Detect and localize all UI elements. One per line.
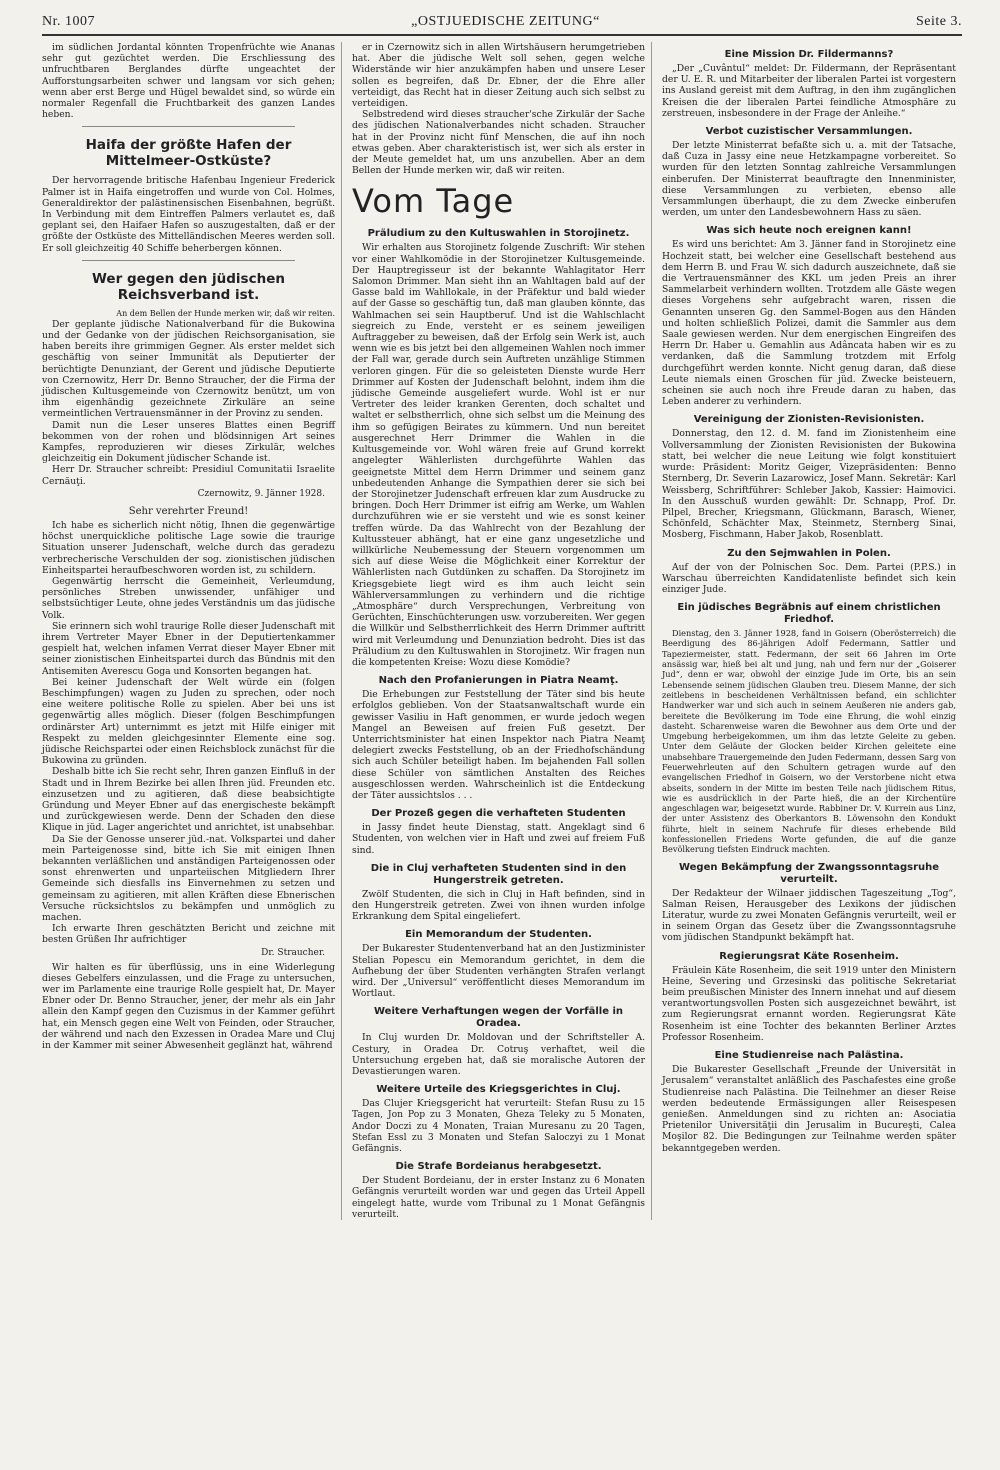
- headline: Verbot cuzistischer Versammlungen.: [705, 126, 913, 138]
- headline: Ein jüdisches Begräbnis auf einem christlichen Friedhof.: [677, 602, 941, 626]
- paragraph: Da Sie der Genosse unserer jüd.-nat. Volkspartei und daher mein Parteigenosse sind, bitte ich Sie mit einigen Ihnen bekannten verläßlichen und anständigen Parteigenossen oder sonst ehrenwerten und unparteiischen Mitgliedern Ihrer Gemeinde sich diesfalls ins Einvernehmen zu setzen und gemeinsam zu agitieren, mit allen Kräften diese Ebnerischen Versuche rücksichtslos zu bekämpfen und unmöglich zu machen.: [42, 833, 335, 923]
- headline-haifa: Haifa der größte Hafen der Mittelmeer-Ostküste?: [85, 137, 292, 170]
- divider: [82, 126, 295, 127]
- divider: [82, 260, 295, 261]
- paragraph: Fräulein Käte Rosenheim, die seit 1919 unter den Ministern Heine, Severing und Grzesinski das politische Sekretariat beim preußischen Minister des Innern innehat und auf diesem verantwortungsvollen Posten sich ausgezeichnet bewährt, ist zum Regierungsrat ernannt worden. Regierungsrat Käte Rosenheim ist eine Tochter des bekannten Berliner Arztes Professor Rosenheim.: [662, 964, 956, 1043]
- paragraph: er in Czernowitz sich in allen Wirtshäusern herumgetrieben hat. Aber die jüdische Welt soll sehen, gegen welche Widerstände wir hier anzukämpfen haben und unsere Leser sollen es begreifen, daß Dr. Ebner, der die Ehre aller verteidigt, das Recht hat in dieser Zeitung auch sich selbst zu verteidigen.: [352, 42, 645, 110]
- headline: Ein Memorandum der Studenten.: [405, 929, 592, 941]
- paragraph: „Der „Cuvântul“ meldet: Dr. Fildermann, der Repräsentant der U. E. R. und Mitarbeiter der liberalen Partei ist vorgestern ins Ausland gereist mit dem Auftrag, in den ihm zugänglichen Kreisen die der liberalen Partei feindliche Atmosphäre zu zerstreuen, insbesondere in der Frage der Anleihe.“: [662, 63, 956, 119]
- headline: Eine Mission Dr. Fildermanns?: [724, 49, 894, 60]
- salutation: Sehr verehrter Freund!: [128, 505, 249, 517]
- paragraph: Der Bukarester Studentenverband hat an den Justizminister Stelian Popescu ein Memorandum gerichtet, in dem die Aufhebung der über Studenten verhängten Strafen verlangt wird. Der „Universul“ veröffentlicht dieses Memorandum im Wortlaut.: [352, 943, 645, 1000]
- paragraph: Gegenwärtig herrscht die Gemeinheit, Verleumdung, persönliches Streben unwissender, unfähiger und selbstsüchtiger Leute, ohne jedes Verständnis um das jüdische Volk.: [42, 575, 335, 621]
- headline: Eine Studienreise nach Palästina.: [714, 1050, 904, 1062]
- headline: Zu den Sejmwahlen in Polen.: [727, 547, 891, 559]
- motto: An dem Bellen der Hunde merken wir, daß wir reiten.: [116, 308, 335, 318]
- paragraph: Der geplante jüdische Nationalverband für die Bukowina und der Gedanke von der jüdischen Reichsorganisation, sie haben bereits ihre grimmigen Gegner. Als erster meldet sich geschäftig von seiner Immunität als Deputierter der berüchtigte Denunziant, der Gerent und jüdische Deputierte von Czernowitz, Herr Dr. Benno Straucher, der die Firma der jüdischen Kultusgemeinde von Czernowitz benützt, um von ihm eigenhändig gezeichnete Zirkuläre an seine vermeintlichen Vertrauensmänner in der Provinz zu senden.: [42, 318, 335, 420]
- paragraph: Zwölf Studenten, die sich in Cluj in Haft befinden, sind in den Hungerstreik getreten. Zwei von ihnen wurden infolge Erkrankung dem Spital eingeliefert.: [352, 888, 645, 923]
- headline: Der Prozeß gegen die verhafteten Studenten: [371, 808, 626, 820]
- letter-heading: Herr Dr. Straucher schreibt: Presidiul Comunitatii Israelite Cernăuţi.: [42, 464, 335, 487]
- paragraph: Der Student Bordeianu, der in erster Instanz zu 6 Monaten Gefängnis verurteilt worden war und gegen das Urteil Appell eingelegt hatte, wurde vom Tribunal zu 1 Monat Gefängnis verurteilt.: [352, 1175, 645, 1220]
- paragraph: Die Bukarester Gesellschaft „Freunde der Universität in Jerusalem“ veranstaltet anläßlich des Paschafestes eine große Studienreise nach Palästina. Die Teilnehmer an dieser Reise werden bedeutende Ermässigungen aller Reisespesen genießen. Anmeldungen sind zu richten an: Asociatia Prietenilor Universităţii din Jerusalim in Bucureşti, Calea Moşilor 82. Die Bedingungen zur Teilnahme werden später bekanntgegeben werden.: [662, 1064, 956, 1154]
- letter-signature: Dr. Straucher.: [261, 947, 325, 958]
- paragraph: Sie erinnern sich wohl traurige Rolle dieser Judenschaft mit ihrem Vertreter Mayer Ebner in der Deputiertenkammer gespielt hat, welchen infamen Verrat dieser Mayer Ebner mit seiner zionistischen Einheitspartei durch das Bündnis mit den Antisemiten Averescu Goga und Konsorten begangen hat.: [42, 620, 335, 677]
- paragraph: im südlichen Jordantal könnten Tropenfrüchte wie Ananas sehr gut gezüchtet werden. Die Erschliessung des unfruchtbaren Berglandes dürfte ungeachtet der Aufforstungsarbeiten schwer und langsam vor sich gehen; wenn aber erst Berge und Hügel bewaldet sind, so würde ein normaler Regenfall die Fruchtbarkeit des ganzen Landes heben.: [42, 42, 335, 121]
- paragraph: Wir halten es für überflüssig, uns in eine Widerlegung dieses Gebelfers einzulassen, und die Frage zu untersuchen, wer im Parlamente eine traurige Rolle gespielt hat, Dr. Mayer Ebner oder Dr. Benno Straucher, jener, der mehr als ein Jahr allein den Kampf gegen den Cuzismus in der Kammer geführt hat, ein Mensch gegen eine Welt von Feinden, oder Straucher, der während und nach den Exzessen in Oradea Mare und Cluj in der Kammer mit seiner Abwesenheit geglänzt hat, während: [42, 961, 335, 1052]
- issue-number: Nr. 1007: [42, 14, 95, 29]
- paragraph: Die Erhebungen zur Feststellung der Täter sind bis heute erfolglos geblieben. Von der Staatsanwaltschaft wurde ein gewisser Vasiliu in Haft genommen, er wurde jedoch wegen Mangel an Beweisen auf freien Fuß gesetzt. Der Unterrichtsminister hat einen Inspektor nach Piatra Neamţ delegiert zwecks Feststellung, ob an der Friedhofschändung sich auch Schüler beteiligt haben. Im bejahenden Fall sollen diese Schüler von sämtlichen Anstalten des Reiches ausgeschlossen werden. Wahrscheinlich ist die Entdeckung der Täter aussichtslos . . .: [352, 689, 645, 801]
- column-3: [662, 42, 962, 1220]
- paragraph: Ich habe es sicherlich nicht nötig, Ihnen die gegenwärtige höchst unerquickliche politische Lage sowie die traurige Situation unserer Judenschaft, welche durch das geradezu verbrecherische Verschulden der sog. zionistischen jüdischen Einheitspartei heraufbeschworen worden ist, zu schildern.: [42, 519, 335, 576]
- paragraph: Es wird uns berichtet: Am 3. Jänner fand in Storojinetz eine Hochzeit statt, bei welcher eine Gesellschaft bestehend aus dem Herrn B. und Frau W. sich dadurch auszeichnete, daß sie die Vertrauensmänner des KKL um jeden Preis an ihrer Sammelarbeit verhindern wollten. Trotzdem alle Gäste wegen dieses Vorgehens sehr aufgebracht waren, rissen die Genannten unseren Gg. den Sammel-Bogen aus den Händen und holten schließlich Polizei, damit die Sammler aus dem Saale gewiesen werden. Nur dem energischen Eingreifen des Herrn Dr. Haber u. Gemahlin aus Adâncata haben wir es zu verdanken, daß die Sammlung trotzdem mit Erfolg durchgeführt werden konnte. Nicht genug daran, daß diese Leute niemals einen Groschen für jüd. Zwecke beisteuern, scheinen sie auch noch ihre Freude daran zu haben, das Leben anderer zu verhindern.: [662, 239, 956, 408]
- paragraph: Der letzte Ministerrat befaßte sich u. a. mit der Tatsache, daß Cuza in Jassy eine neue Hetzkampagne vorbereitet. So wurden für den letzten Sonntag zahlreiche Versammlungen einberufen. Der Ministerrat beauftragte den Innenminister, diese Versammlungen zu verbieten, ebenso alle Versammlungen überhaupt, die zu dem Zwecke einberufen werden, um unter den Landesbewohnern Hass zu säen.: [662, 140, 956, 219]
- headline: Nach den Profanierungen in Piatra Neamţ.: [378, 675, 619, 687]
- headline: Die in Cluj verhafteten Studenten sind in den Hungerstreik getreten.: [370, 862, 627, 886]
- paragraph: Ich erwarte Ihren geschätzten Bericht und zeichne mit besten Grüßen Ihr aufrichtiger: [42, 923, 335, 946]
- newspaper-title: „OSTJUEDISCHE ZEITUNG“: [411, 14, 600, 29]
- paragraph: Das Clujer Kriegsgericht hat verurteilt: Stefan Rusu zu 15 Tagen, Jon Pop zu 3 Monaten, Gheza Teleky zu 5 Monaten, Andor Doczi zu 4 Monaten, Traian Muresanu zu 20 Tagen, Stefan Essl zu 3 Monaten und Stefan Saloczyi zu 1 Monat Gefängnis.: [352, 1098, 645, 1155]
- section-title: Vom Tage: [352, 182, 515, 221]
- paragraph: Der hervorragende britische Hafenbau Ingenieur Frederick Palmer ist in Haifa eingetroffen und wurde von Col. Holmes, Generaldirektor der palästinensischen Eisenbahnen, begrüßt. In Verbindung mit dem Eintreffen Palmers verlautet es, daß geplant sei, den Haifaer Hafen so auszugestalten, daß er der größte der Ostküste des Mittelländischen Meeres werden soll. Er soll gleichzeitig 40 Schiffe beherbergen können.: [42, 175, 335, 254]
- page-number: Seite 3.: [915, 14, 962, 29]
- paragraph: In Cluj wurden Dr. Moldovan und der Schriftsteller A. Cestury, in Oradea Dr. Cotruş verhaftet, weil die Untersuchung ergeben hat, daß sie moralische Autoren der Devastierungen waren.: [352, 1032, 645, 1078]
- paragraph: Selbstredend wird dieses straucher'sche Zirkulär der Sache des jüdischen Nationalverbandes nicht schaden. Straucher hat in der Provinz nicht fünf Menschen, die auf ihn noch etwas geben. Aber charakteristisch ist, wer sich als erster in der Meute gemeldet hat, um uns anzubellen. Aber an dem Bellen der Hunde merken wir, daß wir reiten.: [352, 109, 645, 177]
- paragraph: in Jassy findet heute Dienstag, statt. Angeklagt sind 6 Studenten, von welchen vier in Haft und zwei auf freiem Fuß sind.: [352, 822, 645, 856]
- paragraph: Dienstag, den 3. Jänner 1928, fand in Goisern (Oberösterreich) die Beerdigung des 86-jährigen Adolf Federmann, Sattler und Tapeziermeister, statt. Federmann, der seit 66 Jahren im Orte ansässig war, hieß bei alt und jung, nah und fern nur der „Goiserer Jud“, denn er war, obwohl der einzige Jude im Orte, bis an sein Lebensende seinem jüdischen Glauben treu. Diesem Manne, der sich zeitlebens in bescheidenen Verhältnissen befand, ein schlichter Handwerker war und sich auch in seinem Aeußeren nie anders gab, bereitete die Bevölkerung im Tode eine Ehrung, die wohl einzig dasteht. Scharenweise waren die Bewohner aus dem Orte und der Umgebung herbeigekommen, um ihm das letzte Geleite zu geben. Unter dem Geläute der Glocken beider Kirchen geleitete eine unabsehbare Trauergemeinde den Juden Federmann, dessen Sarg von Feuerwehrleuten auf den Schultern getragen wurde auf den evangelischen Friedhof in Goisern, wo der Verstorbene nicht etwa abseits, sondern in der Mitte im besten Teile nach jüdischem Ritus, wie es ausdrücklich in der Parte hieß, die an der Kirchentüre angeschlagen war, beigesetzt wurde. Rabbiner Dr. V. Kurrein aus Linz, der unter Assistenz des Oberkantors B. Löwensohn den Kondukt führte, hielt in seinem Nachrufe für dieses erhebende Bild konfessionellen Friedens Worte gefunden, die auf die ganze Bevölkerung tiefsten Eindruck machten.: [662, 628, 956, 855]
- page-header: [42, 14, 962, 36]
- paragraph: Auf der von der Polnischen Soc. Dem. Partei (P.P.S.) in Warschau überreichten Kandidatenliste befindet sich kein einziger Jude.: [662, 561, 956, 595]
- paragraph: Bei keiner Judenschaft der Welt würde ein (folgen Beschimpfungen) wagen zu Juden zu sprechen, oder noch eine weitere politische Rolle zu spielen. Aber bei uns ist gegenwärtig alles möglich. Dieser (folgen Beschimpfungen ordinärster Art) unternimmt es jetzt mit Hilfe einiger mit Respekt zu melden gleichgesinnter Elemente eine sog. jüdische Reichspartei oder einen Reichsblock zunächst für die Bukowina zu gründen.: [42, 676, 335, 767]
- headline: Weitere Urteile des Kriegsgerichtes in Cluj.: [376, 1084, 621, 1096]
- paragraph: Wir erhalten aus Storojinetz folgende Zuschrift: Wir stehen vor einer Wahlkomödie in der Storojinetzer Kultusgemeinde. Der Hauptregisseur ist der bekannte Wahlagitator Herr Salomon Drimmer. Man sieht ihn an Wahltagen bald auf der Gasse bald im Wahllokale, in der Präfektur und bald wieder auf der Gasse so geschäftig tun, daß man glauben könnte, das Wahlmachen sei sein Hauptberuf. Und ist die Wahlschlacht siegreich zu Ende, versteht er es seinem jeweiligen Auftraggeber zu beweisen, daß der Erfolg sein Werk ist, auch wenn wie es bis jetzt bei den allgemeinen Wahlen noch immer der Fall war, gerade durch sein Auftreten unzählige Stimmen verloren gingen. Für die so geleisteten Dienste wurde Herr Drimmer auf Kosten der Judenschaft belohnt, indem ihm die jüdische Gemeinde ausgeliefert wurde. Wohl ist er nur Vertreter des leider kranken Gerenten, doch schaltet und waltet er selbstherrlich, ohne sich selbst um die Meinung des ihm so gefügigen Beirates zu kümmern. Und nun bereitet ausgerechnet Herr Drimmer die Wahlen in die Kultusgemeinde vor. Wohl wären freie auf Grund korrekt angelegter Wählerlisten durchgeführte Wahlen das geeignetste Mittel dem Herrn Drimmer und seinem ganz unbedeutenden Anhange die Sympathien derer sie sich bei der Storojinetzer Judenschaft erfreuen klar zum Ausdrucke zu bringen. Doch Herr Drimmer ist eifrig am Werke, um Wahlen durchzuführen wie er sie versteht und wie es sonst keiner treffen würde. Da das Wahlrecht von der Bezahlung der Kultussteuer abhängt, hat er eine ganz ungesetzliche und willkürliche Neubemessung der Steuern vorgenommen um sich auf diese Weise die Möglichkeit einer Korrektur der Wählerlisten nach Gutdünken zu schaffen. Da Storojinetz im Kriegsgebiete liegt wird es ihm auch leicht sein Wählerversammlungen zu verhindern und die richtige „Atmosphäre“ durch Versprechungen, Verbreitung von Gerüchten, Einschüchterungen usw. vorzubereiten. Wer gegen die Willkür und Selbstherrlichkeit des Herrn Drimmer auftritt wird mit Verleumdung und Denunziation bedroht. Dies ist das Präludium zu den Kultuswahlen in Storojinetz. Wir fragen nun die kompetenten Kreise: Wozu diese Komödie?: [352, 242, 645, 668]
- paragraph: Donnerstag, den 12. d. M. fand im Zionistenheim eine Vollversammlung der Zionisten Revisionisten der Bukowina statt, bei welcher die neue Leitung wie folgt konstituiert wurde: Präsident: Moritz Geiger, Vizepräsidenten: Benno Sternberg, Dr. Severin Lazarowicz, Josef Mann. Sekretär: Karl Weissberg, Schriftführer: Schleber Jakob, Kassier: Haimovici. In den Ausschuß wurden gewählt: Dr. Schnapp, Prof. Dr. Pilpel, Brecher, Kriegsmann, Glückmann, Barasch, Wiener, Schönfeld, Schächter Max, Steinmetz, Sternberg Sinai, Mosberg, Fischmann, Haber Jakob, Rosenblatt.: [662, 428, 956, 541]
- headline: Regierungsrat Käte Rosenheim.: [719, 950, 899, 962]
- headline: Was sich heute noch ereignen kann!: [706, 225, 912, 237]
- headline: Wegen Bekämpfung der Zwangssonntagsruhe verurteilt.: [678, 861, 940, 885]
- letter-date: Czernowitz, 9. Jänner 1928.: [197, 488, 325, 499]
- paragraph: Der Redakteur der Wilnaer jiddischen Tageszeitung „Tog“, Salman Reisen, Herausgeber des Lexikons der jüdischen Literatur, wurde zu zwei Monaten Gefängnis verurteilt, weil er in seinem Organ das Gesetz über die Zwangssonntagsruhe vom jüdischen Standpunkt bekämpft hat.: [662, 887, 956, 944]
- paragraph: Damit nun die Leser unseres Blattes einen Begriff bekommen von der rohen und blödsinnigen Art seines Kampfes, reproduzieren wir dieses Zirkulär, welches gleichzeitig ein Dokument jüdischer Schande ist.: [42, 419, 335, 465]
- column-2: [352, 42, 652, 1220]
- paragraph: Deshalb bitte ich Sie recht sehr, Ihren ganzen Einfluß in der Stadt und in Ihrem Bezirke bei allen Ihren jüd. Freunden etc. einzusetzen und zu agitieren, daß diese beabsichtigte Gründung und Meyer Ebner auf das energischeste bekämpft und zurückgewiesen werde. Denn der Schaden den diese Klique in jüd. Lager angerichtet und anrichtet, ist unabsehbar.: [42, 766, 335, 834]
- headline: Weitere Verhaftungen wegen der Vorfälle in Oradea.: [374, 1006, 623, 1030]
- headline: Präludium zu den Kultuswahlen in Storojinetz.: [367, 228, 630, 240]
- headline: Die Strafe Bordeianus herabgesetzt.: [395, 1161, 602, 1173]
- headline-reichsverband: Wer gegen den jüdischen Reichsverband ist.: [92, 270, 285, 303]
- headline: Vereinigung der Zionisten-Revisionisten.: [693, 414, 925, 426]
- column-1: [42, 42, 342, 1220]
